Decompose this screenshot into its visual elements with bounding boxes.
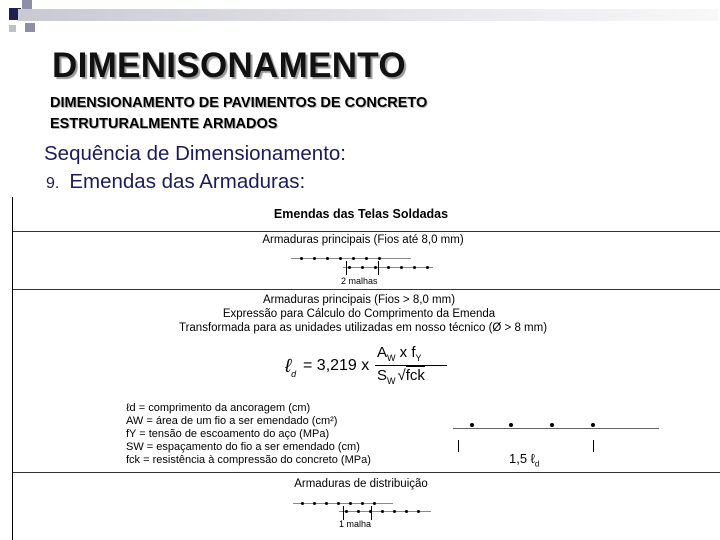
wire-dot [325,502,328,505]
splice-line [453,428,659,429]
wire-dot [405,510,408,513]
wire-dot [345,510,348,513]
section1-heading: Armaduras principais (Fios até 8,0 mm) [262,234,464,246]
wire-dot [361,502,364,505]
wire-dot [337,502,340,505]
wire-dot [400,266,403,269]
wire-dot [373,502,376,505]
overlap-marker-left [346,261,347,275]
wire-dot [361,266,364,269]
wire-dot [339,257,342,260]
top-mesh-line [293,503,393,504]
divider-2 [13,289,720,290]
step-number: 9. [46,175,60,192]
wire-dot [413,266,416,269]
wire-dot [352,257,355,260]
splice-figure [12,197,720,540]
formula-numerator: $A_W$ x $f_Y$ [377,344,422,363]
formula-equals: = 3,219 x [303,357,370,374]
wire-dot [381,510,384,513]
subtitle-line-1: DIMENSIONAMENTO DE PAVIMENTOS DE CONCRETO [50,95,428,111]
wire-dot [393,510,396,513]
figure-title: Emendas das Telas Soldadas [273,207,449,221]
corner-square-3 [25,23,35,32]
wire-dot [313,502,316,505]
wire-dot [349,502,352,505]
step-heading [46,170,305,194]
section2-heading-3: Transformada para as unidades utilizadas em nosso técnico (Ø > 8 mm) [178,322,548,334]
wire-dot [357,510,360,513]
slide-title: DIMENISONAMENTO [52,46,406,85]
wire-dot [417,510,420,513]
wire-dot [313,257,316,260]
step-title: Emendas das Armaduras: [69,170,306,193]
wire-dot [378,257,381,260]
wire-dot [300,257,303,260]
wire-dot [326,257,329,260]
legend-fck: fck = resistência à compressão do concreto (MPa) [126,454,371,466]
legend-sw: SW = espaçamento do fio a ser emendado (cm) [126,441,360,453]
length-label: 1,5 ℓ$_d$ [509,451,540,469]
section1-label: 2 malhas [341,276,378,286]
legend-fy: fY = tensão de escoamento do aço (MPa) [126,428,330,440]
top-mesh-line [291,258,411,259]
section3-heading: Armaduras de distribuição [294,478,428,490]
splice-formula [285,344,455,390]
divider-3 [13,472,720,473]
wire-dot [387,266,390,269]
wire-dot [365,257,368,260]
overlap-marker-right [378,261,379,275]
section2-heading-1: Armaduras principais (Fios > 8,0 mm) [262,294,456,306]
subtitle-line-2: ESTRUTURALMENTE ARMADOS [50,116,278,132]
header-band [18,9,718,21]
corner-square-2 [22,0,32,9]
overlap-marker-left [343,506,344,520]
length-marker-left [458,440,459,452]
wire-dot [550,423,554,427]
wire-dot [470,423,474,427]
wire-dot [348,266,351,269]
legend-aw: AW = área de um fio a ser emendado (cm²) [126,415,338,427]
formula-lhs: ℓ$_d$ [285,356,297,379]
wire-dot [301,502,304,505]
section3-label: 1 malha [339,519,372,529]
length-marker-right [593,440,594,452]
wire-dot [374,266,377,269]
section2-heading-2: Expressão para Cálculo do Comprimento da Emenda [222,308,496,320]
formula-denominator: $S_W$ √fck [377,367,425,386]
legend-ld: ℓd = comprimento da ancoragem (cm) [126,402,311,414]
overlap-marker-right [371,506,372,520]
wire-dot [426,266,429,269]
wire-dot [591,423,595,427]
corner-square-4 [9,25,16,32]
wire-dot [509,423,513,427]
divider-1 [13,231,720,232]
sequence-heading: Sequência de Dimensionamento: [44,142,346,165]
